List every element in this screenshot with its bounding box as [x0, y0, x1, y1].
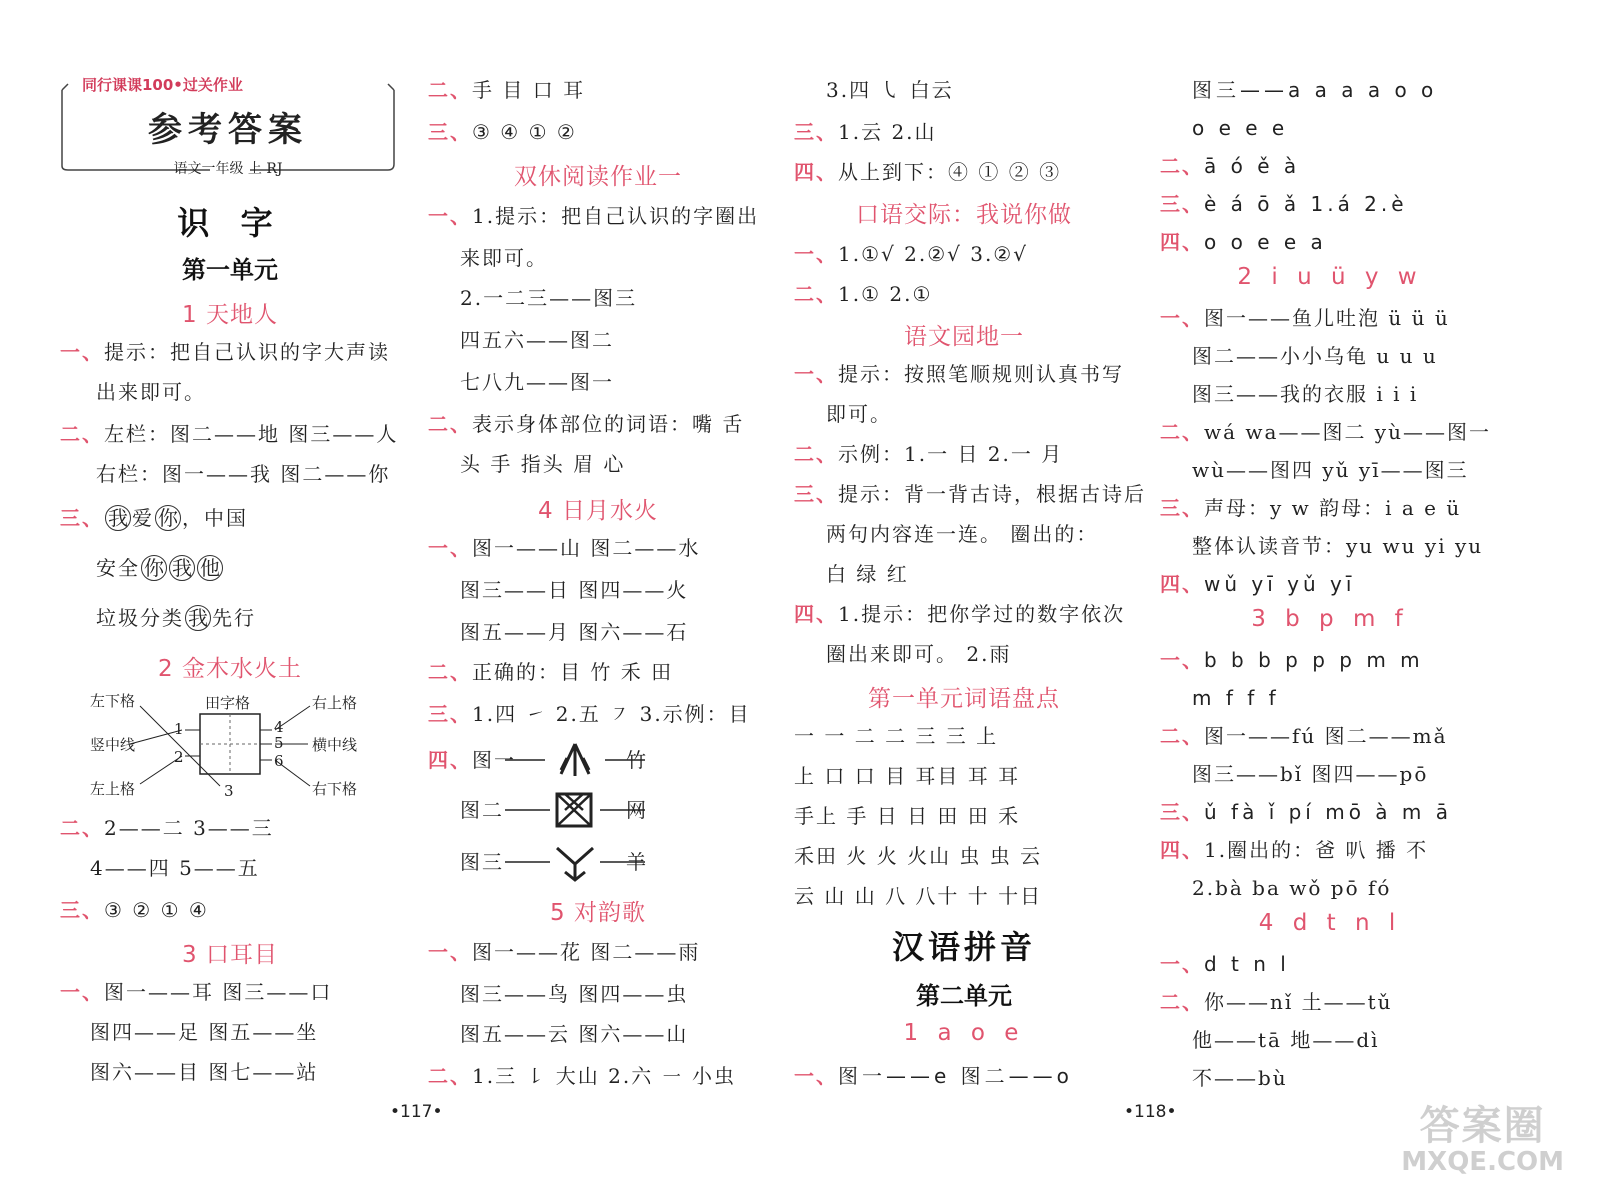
c3-line: 一、1.①√ 2.②√ 3.②√ — [794, 242, 1028, 266]
c1-line: 图四——足 图五——坐 — [90, 1020, 319, 1044]
grid-number: 3 — [224, 782, 234, 800]
section-aoe: 1 a o e — [903, 1020, 1025, 1046]
c2-line: 图三——鸟 图四——虫 — [460, 982, 689, 1006]
c2-line: 一、图一——山 图二——水 — [428, 536, 701, 560]
c3-line: 手上 手 日 日 田 田 禾 — [794, 804, 1021, 828]
c4-line: o e e e — [1192, 116, 1289, 140]
c2-line: 二、表示身体部位的词语：嘴 舌 — [428, 412, 745, 436]
c2-line: 图三——日 图四——火 — [460, 578, 689, 602]
c3-line: 四、从上到下：④ ① ② ③ — [794, 160, 1062, 184]
c1-line: 4——四 5——五 — [90, 856, 260, 880]
c1-line: 安全 你 我 他 — [96, 554, 224, 582]
c2-line: 网 — [626, 798, 648, 822]
c2-line: 七八九——图一 — [460, 370, 614, 394]
grid-label: 左上格 — [90, 780, 136, 798]
page-number-left: •117• — [390, 1102, 443, 1122]
c3-line: 白 绿 红 — [826, 562, 909, 586]
section-jinmu: 2 金木水火土 — [158, 656, 302, 682]
grid-label: 横中线 — [312, 736, 358, 754]
grid-label: 右上格 — [312, 694, 358, 712]
c3-line: 二、示例：1.一 日 2.一 月 — [794, 442, 1064, 466]
c3-line: 一 一 二 二 三 三 上 — [794, 724, 999, 748]
c4-line: 一、图一——鱼儿吐泡 ü ü ü — [1160, 306, 1450, 330]
c4-line: 二、你——nǐ 土——tǔ — [1160, 990, 1393, 1014]
c3-line: 3.四 ㇂ 白云 — [826, 78, 954, 102]
c4-line: 图三——a a a a o o — [1192, 78, 1438, 102]
section-shuangxiu: 双休阅读作业一 — [514, 164, 682, 190]
heading-pinyin: 汉语拼音 — [891, 928, 1036, 966]
page-title: 参考答案 — [148, 110, 308, 150]
c4-line: 四、o o e e a — [1160, 230, 1327, 254]
section-yuandi: 语文园地一 — [904, 324, 1024, 350]
c4-line: 整体认读音节：yu wu yi yu — [1192, 534, 1484, 558]
c4-line: 图二——小小乌龟 u u u — [1192, 344, 1438, 368]
c3-line: 一、图一——e 图二——o — [794, 1064, 1073, 1088]
section-riyue: 4 日月水火 — [538, 498, 658, 524]
c3-line: 二、1.① 2.① — [794, 282, 933, 306]
section-dtnl: 4 d t n l — [1258, 910, 1402, 936]
header-subtitle: 语文一年级 上 RJ — [173, 161, 283, 177]
c1-line: 右栏：图一——我 图二——你 — [96, 462, 391, 486]
c4-line: 四、wǔ yī yǔ yī — [1160, 572, 1356, 596]
c2-line: 来即可。 — [460, 246, 548, 270]
section-iuv: 2 i u ü y w — [1237, 264, 1423, 290]
c3-line: 禾田 火 火 火山 虫 虫 云 — [794, 844, 1043, 868]
c4-line: 不——bù — [1192, 1066, 1288, 1090]
c2-line: 二、1.三 ㇙ 大山 2.六 ㇐ 小虫 — [428, 1064, 736, 1088]
circled-char: 他 — [197, 555, 223, 581]
c2-line: 竹 — [626, 748, 648, 772]
section-kouyu: 口语交际：我说你做 — [856, 202, 1072, 228]
grid-label: 左下格 — [90, 692, 136, 710]
c1-line: 三、 我 爱 你 ，中国 — [60, 506, 248, 530]
c2-line: 一、图一——花 图二——雨 — [428, 940, 701, 964]
grid-number: 1 — [174, 720, 184, 738]
c2-line: 四、图一 — [428, 748, 516, 772]
c3-line: 即可。 — [826, 402, 892, 426]
c4-line: m f f f — [1192, 686, 1280, 710]
c1-line: 出来即可。 — [96, 380, 206, 404]
heading-unit1: 第一单元 — [182, 256, 278, 284]
heading-unit2: 第二单元 — [916, 982, 1012, 1010]
c2-line: 图五——云 图六——山 — [460, 1022, 689, 1046]
watermark-logo: 答案圈 MXQE.COM — [1401, 1103, 1564, 1177]
page-number-right: •118• — [1124, 1102, 1177, 1122]
c4-line: 一、d t n l — [1160, 952, 1290, 976]
c3-line: 四、1.提示：把你学过的数字依次 — [794, 602, 1126, 626]
c4-line: wù——图四 yǔ yī——图三 — [1192, 458, 1469, 482]
grid-label: 右下格 — [312, 780, 358, 798]
c2-line: 二、手 目 口 耳 — [428, 78, 586, 102]
grid-number: 2 — [174, 748, 184, 766]
section-bpmf: 3 b p m f — [1251, 606, 1409, 632]
circled-char: 我 — [185, 605, 211, 631]
c3-line: 圈出来即可。 2.雨 — [826, 642, 1012, 666]
section-ciyu: 第一单元词语盘点 — [868, 686, 1060, 712]
circled-char: 你 — [141, 555, 167, 581]
c2-line: 头 手 指头 眉 心 — [460, 452, 626, 476]
c2-line: 二、正确的：目 竹 禾 田 — [428, 660, 674, 684]
circled-char: 你 — [155, 505, 181, 531]
c1-line: 一、图一——耳 图三——口 — [60, 980, 333, 1004]
c3-line: 上 口 口 目 耳目 耳 耳 — [794, 764, 1021, 788]
c2-line: 图三 — [460, 850, 504, 874]
c1-line: 一、提示：把自己认识的字大声读 — [60, 340, 390, 364]
c4-line: 三、è á ō ǎ 1.á 2.è — [1160, 192, 1408, 216]
grid-number: 6 — [274, 752, 284, 770]
section-duiyunge: 5 对韵歌 — [550, 900, 646, 926]
c2-line: 三、③ ④ ① ② — [428, 120, 577, 144]
c4-line: 图三——我的衣服 i i i — [1192, 382, 1419, 406]
c3-line: 三、提示：背一背古诗，根据古诗后 — [794, 482, 1146, 506]
c1-line: 二、左栏：图二——地 图三——人 — [60, 422, 399, 446]
circled-char: 我 — [105, 505, 131, 531]
c2-line: 2.一二三——图三 — [460, 286, 638, 310]
c1-line: 垃圾分类 我 先行 — [96, 606, 256, 630]
c2-line: 图二 — [460, 798, 504, 822]
c4-line: 他——tā 地——dì — [1192, 1028, 1380, 1052]
heading-shizi: 识 字 — [177, 204, 283, 242]
c4-line: 二、ā ó ě à — [1160, 154, 1301, 178]
circled-char: 我 — [169, 555, 195, 581]
c1-line: 三、③ ② ① ④ — [60, 898, 209, 922]
section-tiandiren: 1 天地人 — [182, 302, 278, 328]
c4-line: 二、wá wa——图二 yù——图一 — [1160, 420, 1491, 444]
c4-line: 图三——bǐ 图四——pō — [1192, 762, 1429, 786]
c1-line: 图六——目 图七——站 — [90, 1060, 319, 1084]
c2-line: 图五——月 图六——石 — [460, 620, 689, 644]
c4-line: 2.bà ba wǒ pō fó — [1192, 876, 1392, 900]
c3-line: 一、提示：按照笔顺规则认真书写 — [794, 362, 1124, 386]
tianzige-diagram — [60, 690, 400, 800]
c3-line: 三、1.云 2.山 — [794, 120, 937, 144]
c3-line: 云 山 山 八 八十 十 十日 — [794, 884, 1043, 908]
c4-line: 三、ǔ fà ǐ pí mō à m ā — [1160, 800, 1452, 824]
header-brand: 同行课课100•过关作业 — [78, 74, 247, 95]
section-kouermu: 3 口耳目 — [182, 942, 278, 968]
c2-line: 四五六——图二 — [460, 328, 614, 352]
grid-label: 竖中线 — [90, 736, 136, 754]
c2-line: 三、1.四 ㇀ 2.五 ㇇ 3.示例：目 — [428, 702, 751, 726]
c4-line: 三、声母：y w 韵母：i a e ü — [1160, 496, 1462, 520]
c4-line: 四、1.圈出的：爸 叭 播 不 — [1160, 838, 1429, 862]
grid-number: 5 — [274, 734, 284, 752]
c3-line: 两句内容连一连。 圈出的： — [826, 522, 1099, 546]
c2-line: 羊 — [626, 850, 648, 874]
answer-header — [60, 76, 400, 177]
grid-label: 田字格 — [205, 694, 251, 712]
c1-line: 二、2——二 3——三 — [60, 816, 274, 840]
c4-line: 一、b b b p p p m m — [1160, 648, 1424, 672]
c2-line: 一、1.提示：把自己认识的字圈出 — [428, 204, 760, 228]
c4-line: 二、图一——fú 图二——mǎ — [1160, 724, 1448, 748]
grid-number: 4 — [274, 718, 284, 736]
